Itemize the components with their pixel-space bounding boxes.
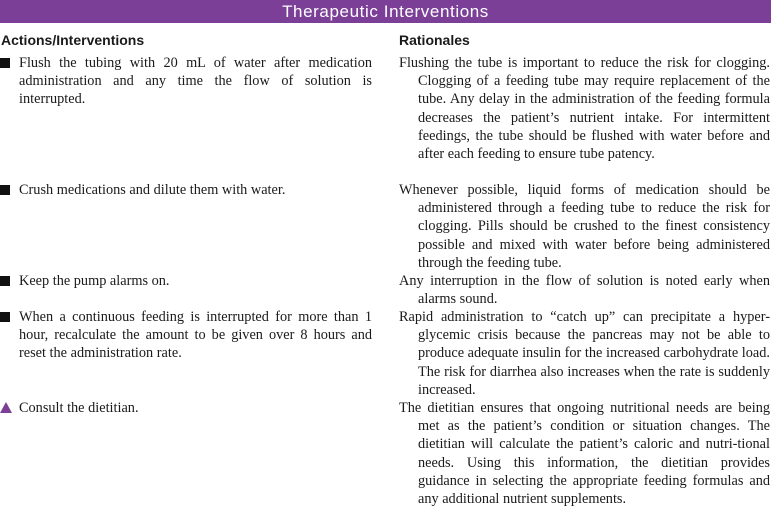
rationale-text: Rapid administration to “catch up” can precipitate a hyper-glycemic crisis because the pancreas may not be able to produce adequate insulin for the increased carbohydrate load. The risk for diarrhea also increases when the rate is suddenly increased. bbox=[399, 309, 770, 398]
actions-column-header: Actions/Interventions bbox=[1, 32, 145, 48]
action-item bbox=[0, 399, 372, 417]
action-item bbox=[0, 54, 372, 109]
rationale-text: Flushing the tube is important to reduce the risk for clogging. Clogging of a feeding tube may require replacement of the tube. Any delay in the administration of the feeding formula decreases the patient’s nutrient intake. For intermittent feedings, the tube should be flushed with water before and after each feeding to ensure tube patency. bbox=[399, 55, 770, 163]
triangle-bullet-icon bbox=[0, 399, 16, 413]
square-bullet-icon bbox=[0, 308, 16, 322]
action-text: When a continuous feeding is interrupted for more than 1 hour, recalculate the amount to be given over 8 hours and reset the administration rate. bbox=[19, 309, 372, 362]
action-text: Crush medications and dilute them with water. bbox=[19, 182, 286, 198]
rationale-text: The dietitian ensures that ongoing nutritional needs are being met as the patient’s condition or situation changes. The dietitian will calculate the patient’s caloric and nutri-tional needs. Using this information, the dietitian provides guidance in selecting the appropriate feeding formulas and any additional nutrient supplements. bbox=[399, 400, 770, 508]
action-item bbox=[0, 308, 372, 363]
action-item bbox=[0, 272, 372, 290]
section-banner: Therapeutic Interventions bbox=[0, 0, 771, 23]
rationale-text: Whenever possible, liquid forms of medication should be administered through a feeding tube to reduce the risk for clogging. Pills should be crushed to the finest consistency possible and mixed with water before being administered through the feeding tube. bbox=[399, 182, 770, 271]
action-item bbox=[0, 181, 372, 199]
action-text: Flush the tubing with 20 mL of water after medication administration and any time the flow of solution is interrupted. bbox=[19, 55, 372, 108]
action-text: Consult the dietitian. bbox=[19, 400, 139, 416]
square-bullet-icon bbox=[0, 181, 16, 195]
square-bullet-icon bbox=[0, 272, 16, 286]
rationales-column-header: Rationales bbox=[399, 32, 470, 48]
action-text: Keep the pump alarms on. bbox=[19, 273, 170, 289]
rationale-text: Any interruption in the flow of solution is noted early when alarms sound. bbox=[399, 273, 770, 308]
square-bullet-icon bbox=[0, 54, 16, 68]
